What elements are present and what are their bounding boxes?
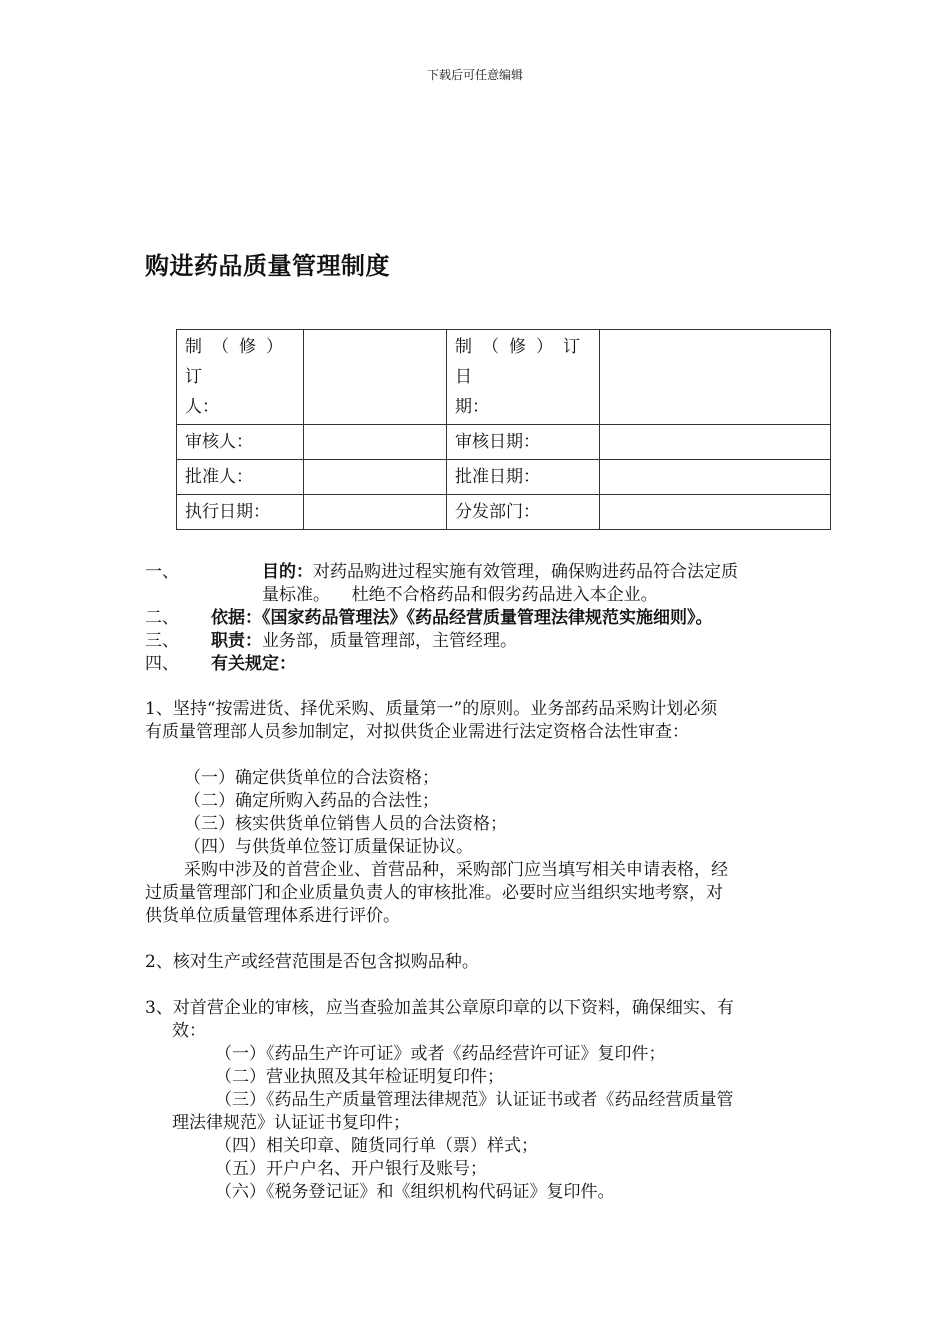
table-cell: 分发部门：: [447, 495, 600, 530]
section-text: 业务部，质量管理部，主管经理。: [262, 631, 517, 651]
list-item: （一）确定供货单位的合法资格；: [184, 768, 439, 788]
page-header: 下载后可任意编辑: [426, 68, 523, 82]
list-item: （二）确定所购入药品的合法性；: [184, 791, 439, 811]
list-item: （四）相关印章、随货同行单（票）样式；: [215, 1136, 538, 1156]
table-row: [177, 495, 831, 530]
table-cell: 制（修）订日 期：: [447, 330, 600, 425]
table-cell: [304, 330, 447, 425]
section-text: 对药品购进过程实施有效管理，确保购进药品符合法定质: [313, 562, 738, 582]
table-cell: [600, 425, 831, 460]
section-number: 二、: [145, 608, 179, 628]
list-item: （一）《药品生产许可证》或者《药品经营许可证》复印件；: [215, 1044, 666, 1064]
table-cell: 批准人：: [177, 460, 304, 495]
list-item: （四）与供货单位签订质量保证协议。: [184, 837, 473, 857]
section-key: 职责：: [211, 631, 262, 651]
section-rules: [211, 653, 296, 676]
section-number: 四、: [145, 654, 179, 674]
paragraph-line: 1、坚持“按需进货、择优采购、质量第一”的原则。业务部药品采购计划必须: [145, 699, 718, 719]
paragraph-line: 效：: [172, 1021, 206, 1041]
section-number: 三、: [145, 631, 179, 651]
list-item: （三）核实供货单位销售人员的合法资格；: [184, 814, 507, 834]
table-cell: 审核日期：: [447, 425, 600, 460]
section-number: 一、: [145, 562, 179, 582]
table-row: [177, 330, 831, 425]
list-item: （六）《税务登记证》和《组织机构代码证》复印件。: [215, 1182, 615, 1202]
paragraph-line: 供货单位质量管理体系进行评价。: [145, 906, 400, 926]
paragraph-line: 过质量管理部门和企业质量负责人的审核批准。必要时应当组织实地考察，对: [145, 883, 723, 903]
paragraph-line: 2、核对生产或经营范围是否包含拟购品种。: [145, 952, 479, 972]
table-cell: [600, 460, 831, 495]
table-cell: 制（修）订 人：: [177, 330, 304, 425]
table-cell: [304, 460, 447, 495]
table-cell: [304, 425, 447, 460]
section-duty: [211, 630, 517, 653]
paragraph-line: 3、对首营企业的审核，应当查验加盖其公章原印章的以下资料，确保细实、有: [145, 998, 734, 1018]
table-cell: [600, 495, 831, 530]
section-key: 依据：: [211, 608, 262, 628]
table-cell: [304, 495, 447, 530]
section-purpose-line1: [262, 561, 738, 584]
list-item: （三）《药品生产质量管理法律规范》认证证书或者《药品经营质量管: [215, 1090, 734, 1110]
table-cell: 批准日期：: [447, 460, 600, 495]
list-item: （五）开户户名、开户银行及账号；: [215, 1159, 487, 1179]
table-row: [177, 425, 831, 460]
table-cell: 执行日期：: [177, 495, 304, 530]
section-key: 有关规定：: [211, 654, 296, 674]
section-key: 目的：: [262, 562, 313, 582]
approval-table: [176, 329, 831, 530]
section-text: 《国家药品管理法》《药品经营质量管理法律规范实施细则》。: [262, 608, 713, 628]
paragraph-line: 采购中涉及的首营企业、首营品种，采购部门应当填写相关申请表格，经: [184, 860, 728, 880]
paragraph-line: 有质量管理部人员参加制定，对拟供货企业需进行法定资格合法性审查：: [145, 722, 689, 742]
document-title: 购进药品质量管理制度: [145, 252, 390, 280]
table-cell: [600, 330, 831, 425]
table-row: [177, 460, 831, 495]
list-item: （二）营业执照及其年检证明复印件；: [215, 1067, 504, 1087]
table-cell: 审核人：: [177, 425, 304, 460]
list-item-continuation: 理法律规范》认证证书复印件；: [172, 1113, 410, 1133]
section-purpose-line2: 量标准。 杜绝不合格药品和假劣药品进入本企业。: [262, 585, 658, 605]
section-basis: [211, 607, 713, 630]
